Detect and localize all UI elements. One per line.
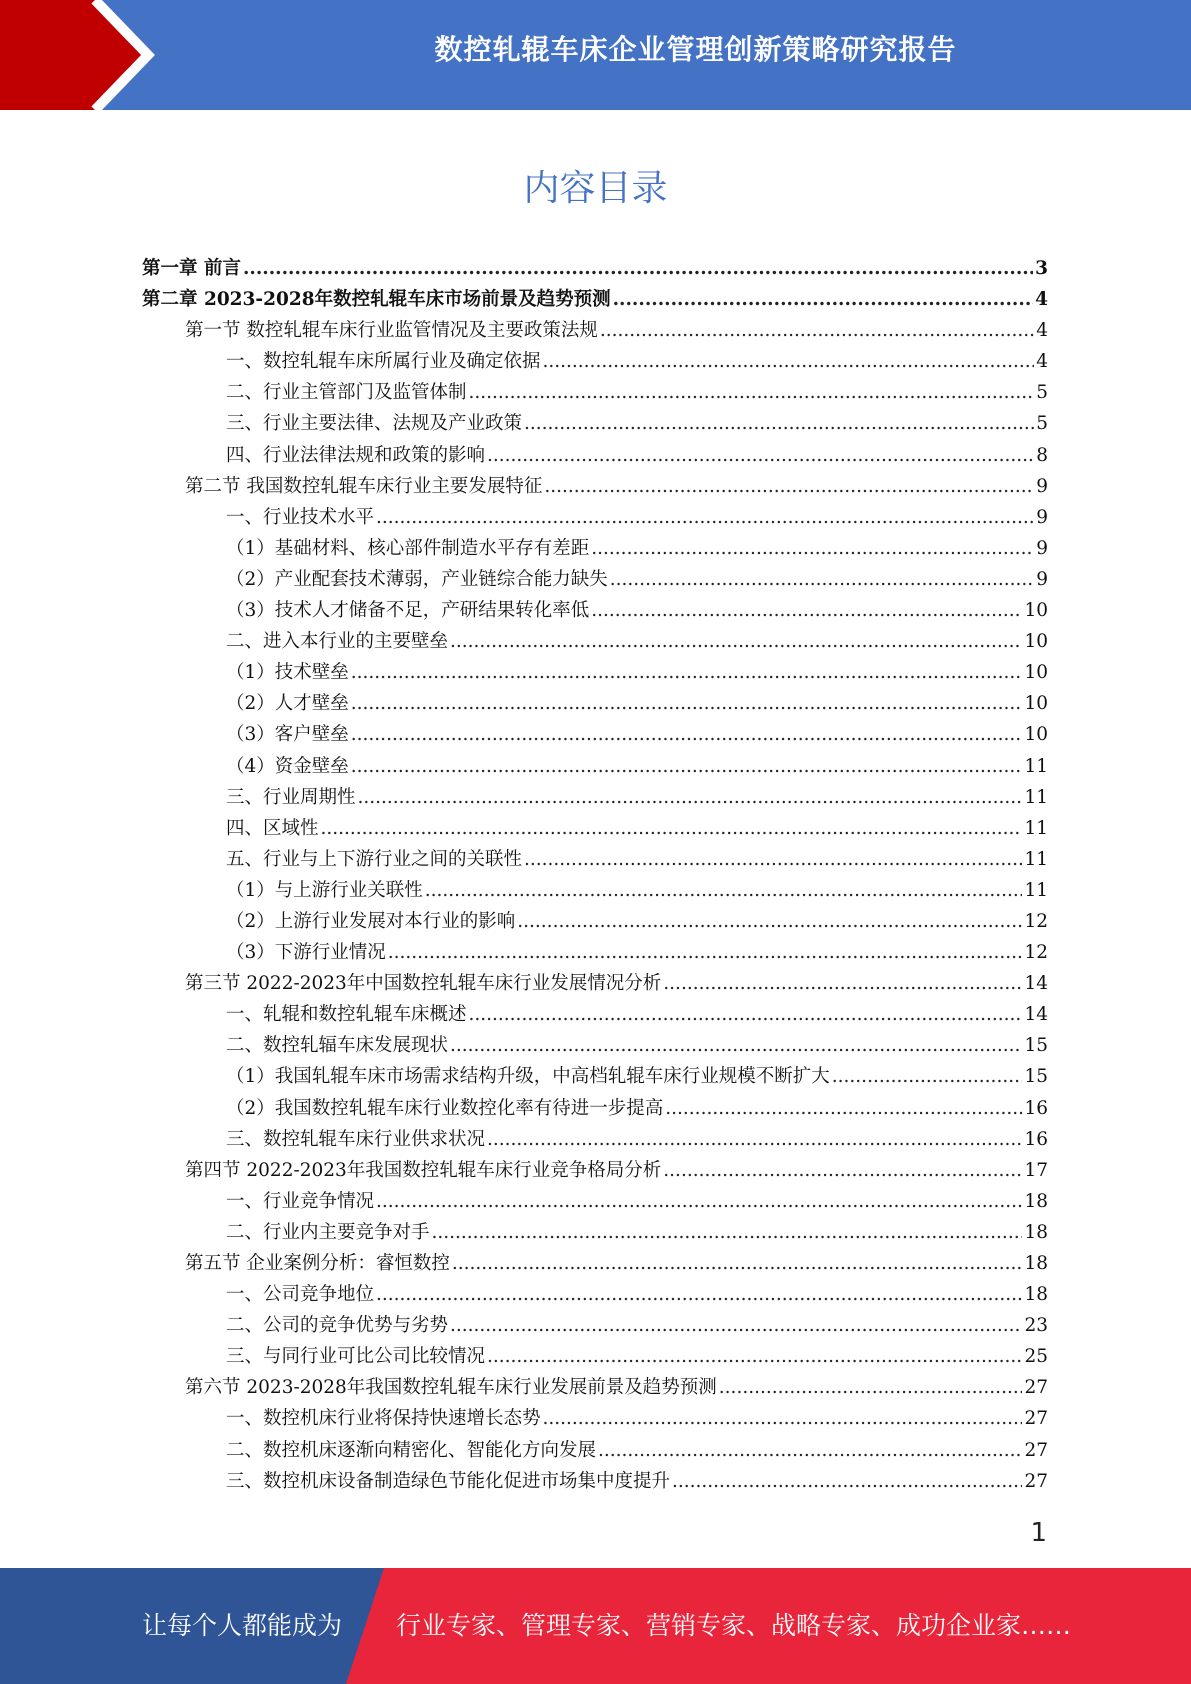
toc-entry[interactable] bbox=[142, 783, 1048, 814]
toc-dot-leader bbox=[425, 880, 1023, 901]
toc-dot-leader bbox=[487, 1129, 1022, 1150]
toc-dot-leader bbox=[517, 911, 1022, 932]
toc-dot-leader bbox=[358, 787, 1023, 808]
toc-entry-page: 5 bbox=[1036, 413, 1048, 435]
toc-entry-page: 4 bbox=[1036, 320, 1048, 342]
toc-dot-leader bbox=[469, 382, 1035, 403]
toc-dot-leader bbox=[432, 1222, 1023, 1243]
toc-entry[interactable] bbox=[142, 1187, 1048, 1218]
toc-entry-page: 12 bbox=[1024, 942, 1048, 964]
toc-entry-label: 第二节 我国数控轧辊车床行业主要发展特征 bbox=[185, 475, 543, 497]
toc-entry[interactable] bbox=[142, 1156, 1048, 1187]
toc-entry-label: 五、行业与上下游行业之间的关联性 bbox=[226, 848, 523, 870]
toc-entry[interactable] bbox=[142, 1311, 1048, 1342]
toc-entry[interactable] bbox=[142, 907, 1048, 938]
toc-dot-leader bbox=[388, 942, 1023, 963]
toc-dot-leader bbox=[376, 1284, 1022, 1305]
toc-entry[interactable] bbox=[142, 1218, 1048, 1249]
toc-entry-label: （2）产业配套技术薄弱，产业链综合能力缺失 bbox=[226, 568, 608, 590]
toc-dot-leader bbox=[600, 320, 1034, 341]
toc-heading: 内容目录 bbox=[523, 168, 668, 209]
toc-dot-leader bbox=[452, 1253, 1023, 1274]
toc-dot-leader bbox=[719, 1377, 1023, 1398]
footer-banner bbox=[0, 1568, 1191, 1684]
toc-entry-page: 4 bbox=[1035, 289, 1048, 311]
toc-entry-page: 9 bbox=[1036, 537, 1048, 559]
toc-dot-leader bbox=[543, 1408, 1023, 1429]
toc-entry[interactable] bbox=[142, 845, 1048, 876]
toc-entry-label: （2）上游行业发展对本行业的影响 bbox=[226, 910, 516, 932]
toc-entry-page: 10 bbox=[1024, 693, 1048, 715]
toc-dot-leader bbox=[450, 631, 1022, 652]
toc-entry-page: 14 bbox=[1024, 1004, 1048, 1026]
toc-dot-leader bbox=[351, 724, 1023, 745]
footer-slogan-right: 行业专家、管理专家、营销专家、战略专家、成功企业家…… bbox=[396, 1611, 1072, 1640]
toc-entry-label: （2）我国数控轧辊车床行业数控化率有待进一步提高 bbox=[226, 1097, 664, 1119]
toc-entry[interactable] bbox=[142, 1280, 1048, 1311]
toc-dot-leader bbox=[376, 1191, 1022, 1212]
toc-entry-label: 四、行业法律法规和政策的影响 bbox=[226, 444, 486, 466]
toc-entry-page: 18 bbox=[1024, 1253, 1048, 1274]
toc-dot-leader bbox=[672, 1471, 1022, 1492]
toc-entry-label: 二、行业主管部门及监管体制 bbox=[226, 382, 467, 404]
toc-entry-label: 三、行业主要法律、法规及产业政策 bbox=[226, 413, 523, 435]
toc-entry-page: 10 bbox=[1024, 600, 1048, 622]
toc-entry[interactable] bbox=[142, 1125, 1048, 1156]
toc-dot-leader bbox=[243, 258, 1033, 279]
toc-entry-label: 一、数控机床行业将保持快速增长态势 bbox=[226, 1408, 541, 1430]
toc-entry-label: 第一节 数控轧辊车床行业监管情况及主要政策法规 bbox=[185, 320, 598, 342]
toc-entry[interactable] bbox=[142, 316, 1048, 347]
toc-entry-page: 16 bbox=[1024, 1128, 1048, 1150]
toc-entry-page: 9 bbox=[1036, 475, 1048, 497]
toc-entry-page: 9 bbox=[1036, 568, 1048, 590]
toc-entry[interactable] bbox=[142, 752, 1048, 783]
toc-dot-leader bbox=[321, 818, 1023, 839]
toc-entry-page: 27 bbox=[1024, 1439, 1048, 1461]
toc-dot-leader bbox=[487, 1346, 1022, 1367]
toc-entry-page: 11 bbox=[1024, 879, 1048, 901]
toc-entry[interactable] bbox=[142, 1000, 1048, 1031]
toc-entry-page: 17 bbox=[1024, 1159, 1048, 1181]
toc-entry[interactable] bbox=[142, 969, 1048, 1000]
toc-dot-leader bbox=[376, 507, 1034, 528]
toc-entry-label: （1）技术壁垒 bbox=[226, 662, 349, 684]
toc-entry-label: 四、区域性 bbox=[226, 817, 319, 839]
toc-entry-label: （2）人才壁垒 bbox=[226, 693, 349, 715]
toc-dot-leader bbox=[487, 445, 1034, 466]
toc-entry-page: 11 bbox=[1024, 817, 1048, 839]
toc-entry-label: 一、数控轧辊车床所属行业及确定依据 bbox=[226, 351, 541, 373]
toc-entry-label: 三、与同行业可比公司比较情况 bbox=[226, 1346, 486, 1368]
toc-entry[interactable] bbox=[142, 596, 1048, 627]
toc-entry-label: 第五节 企业案例分析：睿恒数控 bbox=[185, 1253, 450, 1274]
toc-entry[interactable] bbox=[142, 1436, 1048, 1467]
toc-entry-page: 12 bbox=[1024, 910, 1048, 932]
toc-entry-label: （1）基础材料、核心部件制造水平存有差距 bbox=[226, 537, 590, 559]
toc-entry-page: 11 bbox=[1024, 848, 1048, 870]
toc-entry[interactable] bbox=[142, 565, 1048, 596]
toc-dot-leader bbox=[598, 1440, 1022, 1461]
report-title: 数控轧辊车床企业管理创新策略研究报告 bbox=[434, 33, 957, 66]
toc-entry-label: 一、公司竞争地位 bbox=[226, 1284, 375, 1306]
toc-entry-page: 8 bbox=[1036, 444, 1048, 466]
toc-entry[interactable] bbox=[142, 1094, 1048, 1125]
toc-entry[interactable] bbox=[142, 347, 1048, 378]
toc-entry-label: 第四节 2022-2023年我国数控轧辊车床行业竞争格局分析 bbox=[185, 1159, 662, 1181]
toc-entry-label: （4）资金壁垒 bbox=[226, 755, 349, 777]
toc-entry-label: 第二章 2023-2028年数控轧辊车床市场前景及趋势预测 bbox=[142, 289, 611, 311]
toc-entry-page: 18 bbox=[1024, 1284, 1048, 1306]
toc-entry[interactable] bbox=[142, 254, 1048, 285]
toc-entry[interactable] bbox=[142, 503, 1048, 534]
toc-entry-page: 5 bbox=[1036, 382, 1048, 404]
toc-entry-label: （3）技术人才储备不足，产研结果转化率低 bbox=[226, 600, 590, 622]
toc-entry-page: 11 bbox=[1024, 755, 1048, 777]
toc-entry[interactable] bbox=[142, 1249, 1048, 1280]
toc-entry-label: 第六节 2023-2028年我国数控轧辊车床行业发展前景及趋势预测 bbox=[185, 1377, 717, 1399]
toc-entry[interactable] bbox=[142, 534, 1048, 565]
toc-dot-leader bbox=[351, 693, 1023, 714]
toc-entry[interactable] bbox=[142, 1373, 1048, 1404]
toc-dot-leader bbox=[524, 413, 1034, 434]
toc-entry-label: 三、数控机床设备制造绿色节能化促进市场集中度提升 bbox=[226, 1470, 671, 1492]
toc-entry[interactable] bbox=[142, 658, 1048, 689]
toc-entry[interactable] bbox=[142, 876, 1048, 907]
toc-entry-label: （1）我国轧辊车床市场需求结构升级，中高档轧辊车床行业规模不断扩大 bbox=[226, 1066, 830, 1088]
toc-entry-page: 10 bbox=[1024, 631, 1048, 653]
toc-entry[interactable] bbox=[142, 814, 1048, 845]
toc-dot-leader bbox=[591, 600, 1022, 621]
toc-entry-page: 27 bbox=[1024, 1377, 1048, 1399]
toc-dot-leader bbox=[351, 662, 1023, 683]
toc-dot-leader bbox=[613, 289, 1034, 310]
toc-entry-label: （1）与上游行业关联性 bbox=[226, 879, 423, 901]
toc-entry[interactable] bbox=[142, 1404, 1048, 1435]
toc-entry[interactable] bbox=[142, 689, 1048, 720]
toc-entry[interactable] bbox=[142, 627, 1048, 658]
toc-dot-leader bbox=[665, 1098, 1022, 1119]
toc-entry-label: 二、行业内主要竞争对手 bbox=[226, 1221, 430, 1243]
toc-entry-page: 10 bbox=[1024, 724, 1048, 746]
toc-dot-leader bbox=[450, 1315, 1022, 1336]
toc-entry[interactable] bbox=[142, 938, 1048, 969]
toc-entry-page: 25 bbox=[1024, 1346, 1048, 1368]
toc-entry-page: 16 bbox=[1024, 1097, 1048, 1119]
toc-entry[interactable] bbox=[142, 1467, 1048, 1498]
toc-entry[interactable] bbox=[142, 720, 1048, 751]
toc-entry-label: （3）客户壁垒 bbox=[226, 724, 349, 746]
toc-dot-leader bbox=[610, 569, 1034, 590]
footer-slogan-left: 让每个人都能成为 bbox=[142, 1611, 343, 1640]
page-number: 1 bbox=[1030, 1518, 1047, 1548]
toc-entry-page: 15 bbox=[1024, 1035, 1048, 1057]
toc-entry-label: 二、数控机床逐渐向精密化、智能化方向发展 bbox=[226, 1439, 597, 1461]
toc-entry-page: 15 bbox=[1024, 1066, 1048, 1088]
toc-entry-label: 三、行业周期性 bbox=[226, 786, 356, 808]
toc-dot-leader bbox=[450, 1035, 1022, 1056]
toc-dot-leader bbox=[591, 538, 1034, 559]
toc-entry-page: 27 bbox=[1024, 1470, 1048, 1492]
header-banner bbox=[0, 0, 1191, 110]
toc-entry-label: 三、数控轧辊车床行业供求状况 bbox=[226, 1128, 486, 1150]
toc-entry-page: 3 bbox=[1035, 258, 1048, 279]
toc-entry[interactable] bbox=[142, 1062, 1048, 1093]
toc-dot-leader bbox=[469, 1004, 1023, 1025]
toc-entry-label: 二、公司的竞争优势与劣势 bbox=[226, 1315, 449, 1337]
toc-entry-label: 一、轧辊和数控轧辊车床概述 bbox=[226, 1004, 467, 1026]
toc-entry-page: 4 bbox=[1036, 351, 1048, 373]
toc-entry-label: 二、数控轧辐车床发展现状 bbox=[226, 1035, 449, 1057]
toc-entry-page: 18 bbox=[1024, 1190, 1048, 1212]
toc-dot-leader bbox=[524, 849, 1022, 870]
toc-entry-label: 第三节 2022-2023年中国数控轧辊车床行业发展情况分析 bbox=[185, 973, 662, 995]
toc-entry-page: 9 bbox=[1036, 506, 1048, 528]
toc-entry-label: 一、行业竞争情况 bbox=[226, 1190, 375, 1212]
toc-entry-page: 18 bbox=[1024, 1221, 1048, 1243]
toc-entry-page: 11 bbox=[1024, 786, 1048, 808]
toc-entry-page: 10 bbox=[1024, 662, 1048, 684]
toc-entry[interactable] bbox=[142, 441, 1048, 472]
toc-dot-leader bbox=[543, 351, 1035, 372]
toc-dot-leader bbox=[663, 973, 1022, 994]
table-of-contents bbox=[142, 254, 1048, 1498]
toc-dot-leader bbox=[663, 1160, 1022, 1181]
toc-entry-label: 二、进入本行业的主要壁垒 bbox=[226, 631, 449, 653]
red-arrow-shape bbox=[0, 0, 148, 110]
toc-entry-label: 一、行业技术水平 bbox=[226, 506, 375, 528]
toc-entry-page: 14 bbox=[1024, 973, 1048, 995]
toc-dot-leader bbox=[832, 1066, 1023, 1087]
toc-entry[interactable] bbox=[142, 1342, 1048, 1373]
toc-entry[interactable] bbox=[142, 472, 1048, 503]
toc-entry-page: 27 bbox=[1024, 1408, 1048, 1430]
toc-entry-label: 第一章 前言 bbox=[142, 258, 241, 279]
toc-entry[interactable] bbox=[142, 378, 1048, 409]
toc-entry-page: 23 bbox=[1024, 1315, 1048, 1337]
toc-entry[interactable] bbox=[142, 285, 1048, 316]
toc-entry[interactable] bbox=[142, 1031, 1048, 1062]
toc-entry-label: （3）下游行业情况 bbox=[226, 942, 386, 964]
toc-dot-leader bbox=[544, 476, 1034, 497]
toc-dot-leader bbox=[351, 756, 1023, 777]
toc-entry[interactable] bbox=[142, 409, 1048, 440]
